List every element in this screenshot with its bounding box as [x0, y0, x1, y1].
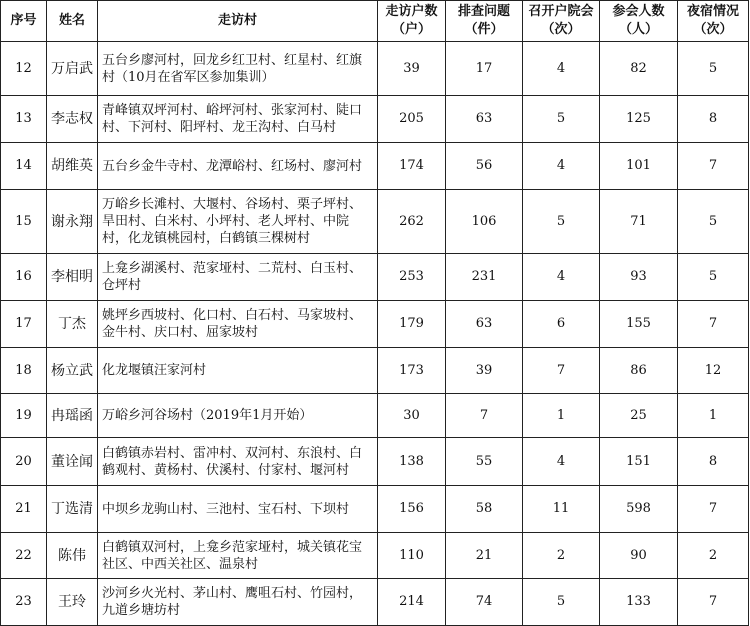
- cell-name: 董诠闻: [47, 438, 98, 486]
- cell-index: 20: [1, 438, 47, 486]
- table-row: [1, 254, 749, 301]
- cell-meetings: 6: [523, 301, 600, 348]
- cell-issues: 63: [446, 96, 523, 143]
- table-row: [1, 301, 749, 348]
- cell-issues: 56: [446, 143, 523, 190]
- cell-index: 12: [1, 42, 47, 96]
- cell-overnight: 12: [678, 348, 749, 394]
- cell-overnight: 5: [678, 190, 749, 254]
- cell-index: 19: [1, 394, 47, 438]
- cell-overnight: 1: [678, 394, 749, 438]
- cell-name: 李相明: [47, 254, 98, 301]
- cell-name: 丁选清: [47, 486, 98, 533]
- header-meetings: 召开户院会（次）: [523, 1, 600, 42]
- cell-households: 156: [378, 486, 446, 533]
- cell-name: 丁杰: [47, 301, 98, 348]
- table-body: [1, 42, 749, 626]
- cell-issues: 231: [446, 254, 523, 301]
- cell-villages: 五台乡廖河村，回龙乡红卫村、红星村、红旗村（10月在省军区参加集训）: [98, 42, 378, 96]
- cell-meetings: 4: [523, 42, 600, 96]
- cell-issues: 74: [446, 579, 523, 626]
- cell-overnight: 8: [678, 96, 749, 143]
- cell-index: 23: [1, 579, 47, 626]
- cell-attendees: 155: [600, 301, 678, 348]
- table-row: [1, 96, 749, 143]
- header-index: 序号: [1, 1, 47, 42]
- cell-villages: 万峪乡河谷场村（2019年1月开始）: [98, 394, 378, 438]
- cell-overnight: 2: [678, 533, 749, 579]
- cell-name: 胡维英: [47, 143, 98, 190]
- cell-overnight: 7: [678, 579, 749, 626]
- header-overnight: 夜宿情况（次）: [678, 1, 749, 42]
- table-row: [1, 579, 749, 626]
- cell-overnight: 7: [678, 301, 749, 348]
- cell-overnight: 8: [678, 438, 749, 486]
- cell-villages: 白鹤镇双河村，上龛乡范家垭村，城关镇花宝社区、中西关社区、温泉村: [98, 533, 378, 579]
- cell-index: 14: [1, 143, 47, 190]
- cell-name: 李志权: [47, 96, 98, 143]
- cell-issues: 106: [446, 190, 523, 254]
- cell-meetings: 5: [523, 579, 600, 626]
- table-row: [1, 348, 749, 394]
- cell-attendees: 25: [600, 394, 678, 438]
- cell-attendees: 598: [600, 486, 678, 533]
- cell-name: 陈伟: [47, 533, 98, 579]
- cell-issues: 39: [446, 348, 523, 394]
- cell-meetings: 5: [523, 96, 600, 143]
- cell-households: 179: [378, 301, 446, 348]
- cell-households: 174: [378, 143, 446, 190]
- cell-index: 21: [1, 486, 47, 533]
- cell-attendees: 93: [600, 254, 678, 301]
- table-row: [1, 143, 749, 190]
- header-name: 姓名: [47, 1, 98, 42]
- cell-issues: 21: [446, 533, 523, 579]
- cell-attendees: 133: [600, 579, 678, 626]
- cell-villages: 沙河乡火光村、茅山村、鹰咀石村、竹园村，九道乡塘坊村: [98, 579, 378, 626]
- cell-attendees: 86: [600, 348, 678, 394]
- header-issues: 排查问题（件）: [446, 1, 523, 42]
- cell-attendees: 71: [600, 190, 678, 254]
- cell-villages: 姚坪乡西坡村、化口村、白石村、马家坡村、金牛村、庆口村、屈家坡村: [98, 301, 378, 348]
- cell-overnight: 7: [678, 486, 749, 533]
- cell-index: 17: [1, 301, 47, 348]
- header-row: [1, 1, 749, 42]
- cell-issues: 63: [446, 301, 523, 348]
- table-row: [1, 533, 749, 579]
- header-villages: 走访村: [98, 1, 378, 42]
- cell-attendees: 90: [600, 533, 678, 579]
- table-row: [1, 438, 749, 486]
- table-row: [1, 42, 749, 96]
- cell-attendees: 101: [600, 143, 678, 190]
- cell-index: 16: [1, 254, 47, 301]
- cell-meetings: 7: [523, 348, 600, 394]
- table-row: [1, 486, 749, 533]
- table-row: [1, 190, 749, 254]
- cell-name: 杨立武: [47, 348, 98, 394]
- cell-meetings: 4: [523, 254, 600, 301]
- cell-name: 谢永翔: [47, 190, 98, 254]
- header-households: 走访户数（户）: [378, 1, 446, 42]
- cell-households: 214: [378, 579, 446, 626]
- cell-name: 王玲: [47, 579, 98, 626]
- cell-attendees: 125: [600, 96, 678, 143]
- cell-issues: 58: [446, 486, 523, 533]
- cell-villages: 中坝乡龙驹山村、三池村、宝石村、下坝村: [98, 486, 378, 533]
- cell-households: 110: [378, 533, 446, 579]
- cell-issues: 55: [446, 438, 523, 486]
- table-row: [1, 394, 749, 438]
- cell-villages: 青峰镇双坪河村、峪坪河村、张家河村、陡口村、下河村、阳坪村、龙王沟村、白马村: [98, 96, 378, 143]
- cell-households: 30: [378, 394, 446, 438]
- cell-index: 22: [1, 533, 47, 579]
- cell-households: 253: [378, 254, 446, 301]
- cell-households: 262: [378, 190, 446, 254]
- cell-households: 39: [378, 42, 446, 96]
- cell-index: 18: [1, 348, 47, 394]
- cell-name: 冉瑶函: [47, 394, 98, 438]
- cell-villages: 白鹤镇赤岩村、雷冲村、双河村、东浪村、白鹤观村、黄杨村、伏溪村、付家村、堰河村: [98, 438, 378, 486]
- cell-villages: 上龛乡湖溪村、范家垭村、二荒村、白玉村、仓坪村: [98, 254, 378, 301]
- cell-overnight: 7: [678, 143, 749, 190]
- cell-overnight: 5: [678, 254, 749, 301]
- cell-name: 万启武: [47, 42, 98, 96]
- cell-meetings: 5: [523, 190, 600, 254]
- cell-meetings: 4: [523, 438, 600, 486]
- header-attendees: 参会人数（人）: [600, 1, 678, 42]
- cell-households: 205: [378, 96, 446, 143]
- cell-overnight: 5: [678, 42, 749, 96]
- cell-attendees: 82: [600, 42, 678, 96]
- cell-index: 13: [1, 96, 47, 143]
- cell-villages: 万峪乡长滩村、大堰村、谷场村、栗子坪村、旱田村、白米村、小坪村、老人坪村、中院村，化龙镇桃园村，白鹤镇三棵树村: [98, 190, 378, 254]
- cell-meetings: 1: [523, 394, 600, 438]
- cell-index: 15: [1, 190, 47, 254]
- cell-households: 173: [378, 348, 446, 394]
- cell-attendees: 151: [600, 438, 678, 486]
- cell-households: 138: [378, 438, 446, 486]
- cell-issues: 7: [446, 394, 523, 438]
- cell-meetings: 2: [523, 533, 600, 579]
- cell-meetings: 4: [523, 143, 600, 190]
- cell-issues: 17: [446, 42, 523, 96]
- cell-meetings: 11: [523, 486, 600, 533]
- cell-villages: 五台乡金牛寺村、龙潭峪村、红场村、廖河村: [98, 143, 378, 190]
- cell-villages: 化龙堰镇汪家河村: [98, 348, 378, 394]
